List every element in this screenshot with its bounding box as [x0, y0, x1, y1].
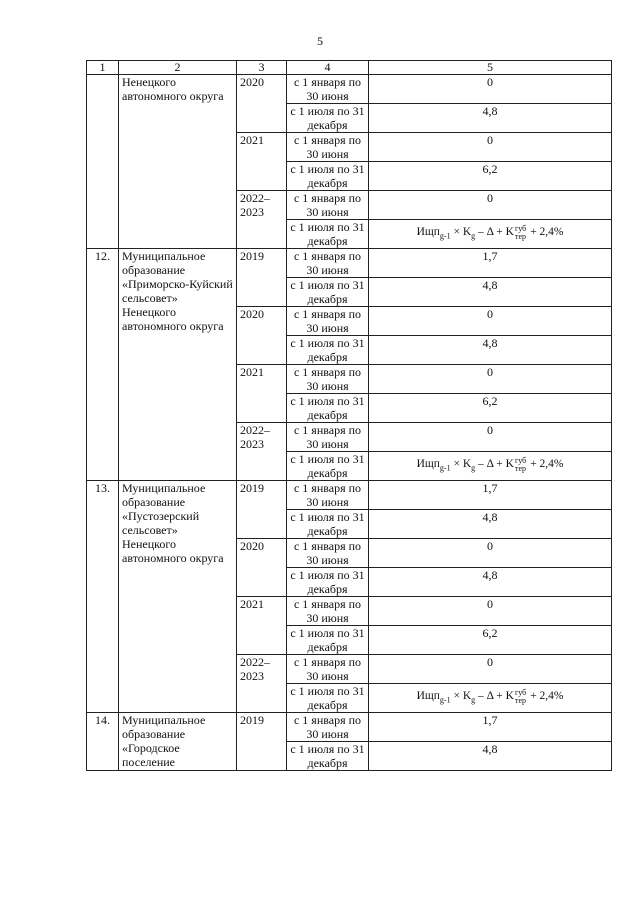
entity-name: Ненецкого автономного округа: [119, 75, 237, 249]
table-row: [87, 713, 612, 742]
period-cell: с 1 января по 30 июня: [287, 713, 369, 742]
year-cell: 2022–2023: [237, 191, 287, 249]
formula-prefix: Ищп: [416, 458, 440, 471]
value-cell: 0: [369, 365, 612, 394]
formula-sub-g: g: [471, 463, 476, 473]
period-cell: с 1 января по 30 июня: [287, 249, 369, 278]
entity-number: [87, 75, 119, 249]
value-cell: 1,7: [369, 249, 612, 278]
table-row: [87, 481, 612, 510]
period-cell: с 1 июля по 31 декабря: [287, 336, 369, 365]
formula-sub-g1: g-1: [439, 231, 451, 241]
year-cell: 2021: [237, 133, 287, 191]
period-cell: с 1 января по 30 июня: [287, 133, 369, 162]
value-cell: 0: [369, 423, 612, 452]
formula-k-indices: [515, 457, 526, 473]
formula-mid2: – Δ + K: [475, 226, 514, 239]
formula-mid: × K: [450, 226, 472, 239]
formula-cell: [369, 220, 612, 249]
formula-sub-ter: тер: [514, 695, 526, 705]
year-cell: 2020: [237, 75, 287, 133]
formula-sub-g: g: [471, 231, 476, 241]
table-row: [87, 75, 612, 104]
table-header-row: [87, 61, 612, 75]
formula-mid: × K: [450, 458, 472, 471]
formula-sup-gub: губ: [514, 687, 527, 697]
formula-suffix: + 2,4%: [527, 458, 564, 471]
year-cell: 2019: [237, 713, 287, 771]
formula-sub-g1: g-1: [439, 463, 451, 473]
formula-sub-g: g: [471, 695, 476, 705]
formula-cell: [369, 684, 612, 713]
formula-prefix: Ищп: [416, 690, 440, 703]
header-cell: 2: [119, 61, 237, 75]
period-cell: с 1 января по 30 июня: [287, 539, 369, 568]
period-cell: с 1 января по 30 июня: [287, 481, 369, 510]
formula-suffix: + 2,4%: [527, 690, 564, 703]
table-row: [87, 249, 612, 278]
formula-mid2: – Δ + K: [475, 690, 514, 703]
year-cell: 2019: [237, 249, 287, 307]
year-cell: 2021: [237, 365, 287, 423]
formula-cell: [369, 452, 612, 481]
period-cell: с 1 июля по 31 декабря: [287, 626, 369, 655]
value-cell: 4,8: [369, 104, 612, 133]
value-cell: 4,8: [369, 742, 612, 771]
entity-number: 14.: [87, 713, 119, 771]
value-cell: 4,8: [369, 336, 612, 365]
period-cell: с 1 июля по 31 декабря: [287, 162, 369, 191]
formula-sup-gub: губ: [514, 455, 527, 465]
period-cell: с 1 января по 30 июня: [287, 655, 369, 684]
formula-suffix: + 2,4%: [527, 226, 564, 239]
formula-mid2: – Δ + K: [475, 458, 514, 471]
period-cell: с 1 июля по 31 декабря: [287, 278, 369, 307]
value-cell: 4,8: [369, 278, 612, 307]
entity-number: 13.: [87, 481, 119, 713]
value-cell: 4,8: [369, 568, 612, 597]
tariff-table: [86, 60, 612, 771]
page-number: 5: [317, 34, 323, 48]
period-cell: с 1 января по 30 июня: [287, 75, 369, 104]
formula-sub-ter: тер: [514, 231, 526, 241]
value-cell: 1,7: [369, 481, 612, 510]
value-cell: 0: [369, 307, 612, 336]
period-cell: с 1 июля по 31 декабря: [287, 742, 369, 771]
entity-name: Муниципальное образование «Приморско-Куйский сельсовет» Ненецкого автономного округа: [119, 249, 237, 481]
period-cell: с 1 января по 30 июня: [287, 597, 369, 626]
formula-sub-ter: тер: [514, 463, 526, 473]
index-formula: [416, 223, 564, 241]
entity-number: 12.: [87, 249, 119, 481]
value-cell: 0: [369, 597, 612, 626]
period-cell: с 1 января по 30 июня: [287, 191, 369, 220]
value-cell: 0: [369, 191, 612, 220]
formula-k-indices: [515, 225, 526, 241]
entity-name: Муниципальное образование «Пустозерский сельсовет» Ненецкого автономного округа: [119, 481, 237, 713]
header-cell: 1: [87, 61, 119, 75]
year-cell: 2020: [237, 539, 287, 597]
formula-sub-g1: g-1: [439, 695, 451, 705]
index-formula: [416, 455, 564, 473]
value-cell: 4,8: [369, 510, 612, 539]
value-cell: 1,7: [369, 713, 612, 742]
header-cell: 4: [287, 61, 369, 75]
period-cell: с 1 июля по 31 декабря: [287, 452, 369, 481]
header-cell: 5: [369, 61, 612, 75]
period-cell: с 1 июля по 31 декабря: [287, 104, 369, 133]
formula-mid: × K: [450, 690, 472, 703]
value-cell: 6,2: [369, 626, 612, 655]
year-cell: 2021: [237, 597, 287, 655]
period-cell: с 1 января по 30 июня: [287, 365, 369, 394]
value-cell: 0: [369, 539, 612, 568]
formula-k-indices: [515, 689, 526, 705]
period-cell: с 1 января по 30 июня: [287, 423, 369, 452]
year-cell: 2022–2023: [237, 655, 287, 713]
period-cell: с 1 июля по 31 декабря: [287, 394, 369, 423]
year-cell: 2019: [237, 481, 287, 539]
value-cell: 0: [369, 75, 612, 104]
index-formula: [416, 687, 564, 705]
period-cell: с 1 июля по 31 декабря: [287, 510, 369, 539]
value-cell: 6,2: [369, 162, 612, 191]
header-cell: 3: [237, 61, 287, 75]
value-cell: 0: [369, 133, 612, 162]
period-cell: с 1 июля по 31 декабря: [287, 568, 369, 597]
year-cell: 2022–2023: [237, 423, 287, 481]
period-cell: с 1 июля по 31 декабря: [287, 220, 369, 249]
entity-name: Муниципальное образование «Городское поселение: [119, 713, 237, 771]
formula-sup-gub: губ: [514, 223, 527, 233]
period-cell: с 1 июля по 31 декабря: [287, 684, 369, 713]
period-cell: с 1 января по 30 июня: [287, 307, 369, 336]
value-cell: 0: [369, 655, 612, 684]
value-cell: 6,2: [369, 394, 612, 423]
formula-prefix: Ищп: [416, 226, 440, 239]
year-cell: 2020: [237, 307, 287, 365]
